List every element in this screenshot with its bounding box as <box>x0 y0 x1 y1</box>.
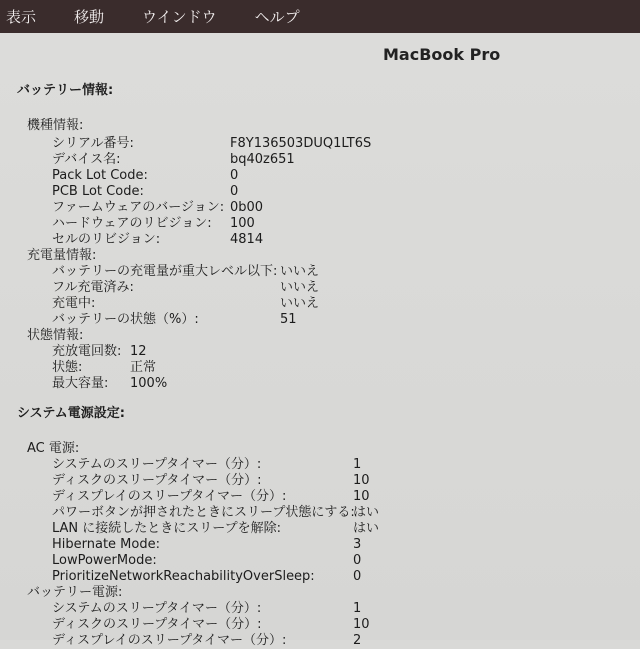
bat-display-sleep-value[interactable]: 2 <box>353 633 362 648</box>
hardware-revision-label: ハードウェアのリビジョン: <box>52 216 212 231</box>
device-name-value[interactable]: bq40z651 <box>230 152 295 167</box>
critically-low-label: バッテリーの充電量が重大レベル以下: <box>52 264 278 279</box>
serial-number-label: シリアル番号: <box>52 136 134 151</box>
cell-revision-value[interactable]: 4814 <box>230 232 264 247</box>
menu-go[interactable]: 移動 <box>74 8 105 26</box>
pack-lot-code-label: Pack Lot Code: <box>52 168 148 183</box>
ac-wake-on-lan-value[interactable]: はい <box>353 521 380 536</box>
critically-low-value[interactable]: いいえ <box>280 264 320 279</box>
max-capacity-value[interactable]: 100% <box>130 376 168 391</box>
menu-view[interactable]: 表示 <box>6 8 37 26</box>
ac-power-heading: AC 電源: <box>27 441 80 456</box>
window-title: MacBook Pro <box>383 45 501 64</box>
bat-disk-sleep-label: ディスクのスリープタイマー（分）: <box>52 617 262 632</box>
ac-hibernate-mode-label: Hibernate Mode: <box>52 537 160 552</box>
serial-number-value[interactable]: F8Y136503DUQ1LT6S <box>230 136 372 151</box>
system-information-window <box>0 33 640 648</box>
power-settings-heading: システム電源設定: <box>17 406 125 421</box>
charging-value[interactable]: いいえ <box>280 296 320 311</box>
pcb-lot-code-value[interactable]: 0 <box>230 184 239 199</box>
battery-power-heading: バッテリー電源: <box>27 585 123 600</box>
battery-info-heading: バッテリー情報: <box>17 83 114 98</box>
bat-system-sleep-value[interactable]: 1 <box>353 601 362 616</box>
ac-prioritize-network-value[interactable]: 0 <box>353 569 362 584</box>
max-capacity-label: 最大容量: <box>52 376 109 391</box>
state-of-charge-value[interactable]: 51 <box>280 312 297 327</box>
ac-system-sleep-label: システムのスリープタイマー（分）: <box>52 457 262 472</box>
bat-display-sleep-label: ディスプレイのスリープタイマー（分）: <box>52 633 287 648</box>
charging-label: 充電中: <box>52 296 96 311</box>
hardware-revision-value[interactable]: 100 <box>230 216 255 231</box>
ac-wake-on-lan-label: LAN に接続したときにスリープを解除: <box>52 521 282 536</box>
condition-value[interactable]: 正常 <box>130 360 157 375</box>
menu-window[interactable]: ウインドウ <box>142 8 217 26</box>
pcb-lot-code-label: PCB Lot Code: <box>52 184 144 199</box>
health-info-heading: 状態情報: <box>27 328 84 343</box>
bat-disk-sleep-value[interactable]: 10 <box>353 617 370 632</box>
state-of-charge-label: バッテリーの状態（%）: <box>52 312 199 327</box>
cell-revision-label: セルのリビジョン: <box>52 232 161 247</box>
pack-lot-code-value[interactable]: 0 <box>230 168 239 183</box>
model-info-heading: 機種情報: <box>27 118 84 133</box>
firmware-version-label: ファームウェアのバージョン: <box>52 200 225 215</box>
ac-system-sleep-value[interactable]: 1 <box>353 457 362 472</box>
ac-prioritize-network-label: PrioritizeNetworkReachabilityOverSleep: <box>52 569 315 584</box>
firmware-version-value[interactable]: 0b00 <box>230 200 264 215</box>
ac-low-power-mode-label: LowPowerMode: <box>52 553 157 568</box>
ac-display-sleep-label: ディスプレイのスリープタイマー（分）: <box>52 489 287 504</box>
charge-info-heading: 充電量情報: <box>27 248 97 263</box>
ac-hibernate-mode-value[interactable]: 3 <box>353 537 362 552</box>
menu-help[interactable]: ヘルプ <box>254 8 300 26</box>
ac-display-sleep-value[interactable]: 10 <box>353 489 370 504</box>
fully-charged-value[interactable]: いいえ <box>280 280 320 295</box>
ac-power-button-sleep-label: パワーボタンが押されたときにスリープ状態にする: <box>52 505 355 520</box>
cycle-count-label: 充放電回数: <box>52 344 122 359</box>
ac-disk-sleep-label: ディスクのスリープタイマー（分）: <box>52 473 262 488</box>
condition-label: 状態: <box>52 360 83 375</box>
fully-charged-label: フル充電済み: <box>52 280 134 295</box>
ac-power-button-sleep-value[interactable]: はい <box>353 505 380 520</box>
ac-low-power-mode-value[interactable]: 0 <box>353 553 362 568</box>
ac-disk-sleep-value[interactable]: 10 <box>353 473 370 488</box>
bat-system-sleep-label: システムのスリープタイマー（分）: <box>52 601 262 616</box>
cycle-count-value[interactable]: 12 <box>130 344 147 359</box>
menu-bar <box>0 0 640 33</box>
device-name-label: デバイス名: <box>52 152 121 167</box>
